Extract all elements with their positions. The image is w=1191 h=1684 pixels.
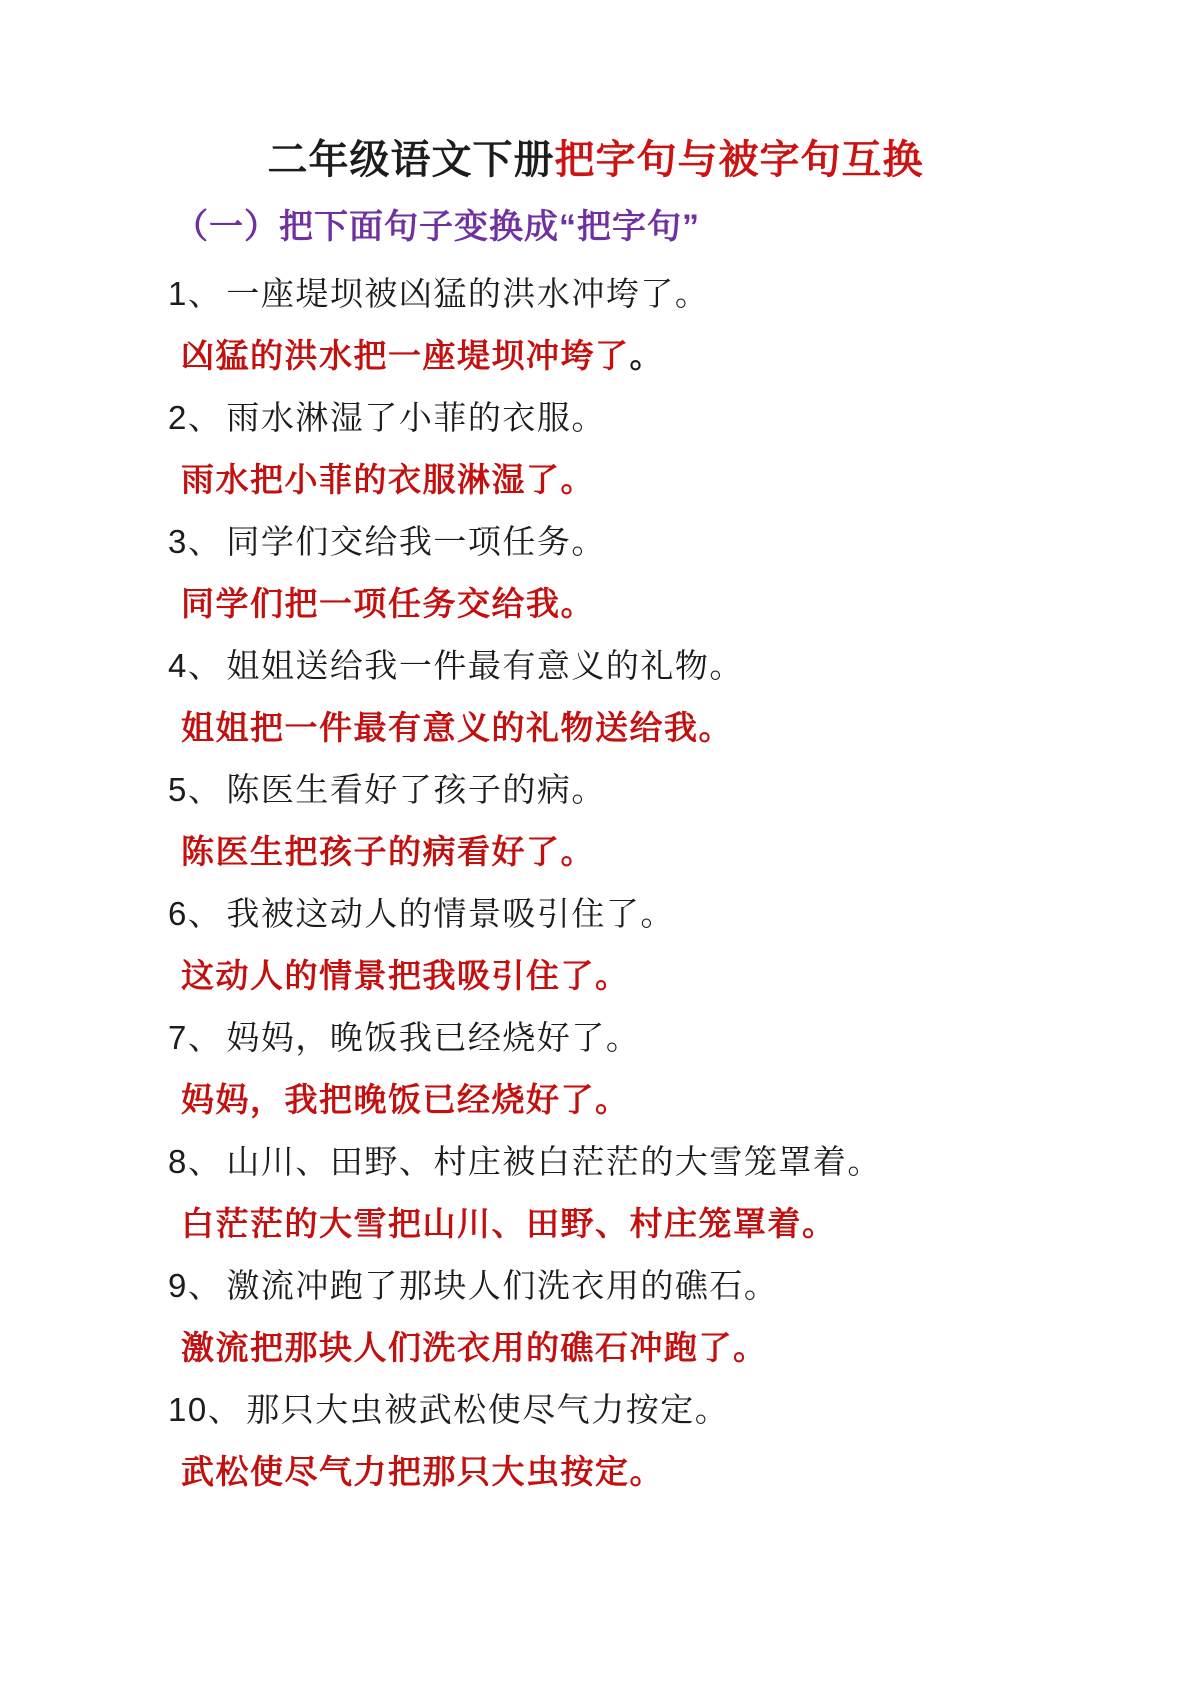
question-line-5 xyxy=(0,757,1191,819)
qa-list xyxy=(0,261,1191,1501)
answer-line-4 xyxy=(0,695,1191,757)
question-number: 6、 xyxy=(168,895,223,932)
question-number: 2、 xyxy=(168,399,223,436)
question-line-2 xyxy=(0,385,1191,447)
answer-text: 凶猛的洪水把一座堤坝冲垮了 xyxy=(181,337,630,374)
page-title xyxy=(0,0,1191,184)
answer-period: 。 xyxy=(698,709,733,746)
answer-period: 。 xyxy=(629,337,664,374)
question-text: 那只大虫被武松使尽气力按定。 xyxy=(246,1391,730,1428)
question-line-10 xyxy=(0,1377,1191,1439)
question-text: 雨水淋湿了小菲的衣服。 xyxy=(226,399,606,436)
question-number: 7、 xyxy=(168,1019,223,1056)
answer-text: 这动人的情景把我吸引住了 xyxy=(181,957,595,994)
answer-line-9 xyxy=(0,1315,1191,1377)
page-title-red-part: 把字句与被字句互换 xyxy=(554,138,924,182)
answer-text: 激流把那块人们洗衣用的礁石冲跑了 xyxy=(181,1329,733,1366)
answer-text: 姐姐把一件最有意义的礼物送给我 xyxy=(181,709,699,746)
question-text: 妈妈，晚饭我已经烧好了。 xyxy=(226,1019,641,1056)
section-heading: （一）把下面句子变换成“把字句” xyxy=(174,208,700,246)
answer-text: 妈妈，我把晚饭已经烧好了 xyxy=(181,1081,595,1118)
answer-text: 武松使尽气力把那只大虫按定 xyxy=(181,1453,630,1490)
question-number: 10、 xyxy=(168,1391,243,1428)
question-text: 激流冲跑了那块人们洗衣用的礁石。 xyxy=(226,1267,779,1304)
answer-period: 。 xyxy=(560,585,595,622)
answer-period: 。 xyxy=(733,1329,768,1366)
answer-line-1 xyxy=(0,323,1191,385)
answer-line-5 xyxy=(0,819,1191,881)
answer-line-8 xyxy=(0,1191,1191,1253)
question-line-8 xyxy=(0,1129,1191,1191)
answer-text: 白茫茫的大雪把山川、田野、村庄笼罩着 xyxy=(181,1205,802,1242)
question-text: 我被这动人的情景吸引住了。 xyxy=(226,895,675,932)
answer-line-6 xyxy=(0,943,1191,1005)
answer-line-3 xyxy=(0,571,1191,633)
question-number: 9、 xyxy=(168,1267,223,1304)
question-line-3 xyxy=(0,509,1191,571)
answer-text: 陈医生把孩子的病看好了 xyxy=(181,833,561,870)
answer-line-10 xyxy=(0,1439,1191,1501)
question-text: 一座堤坝被凶猛的洪水冲垮了。 xyxy=(226,275,710,312)
question-text: 陈医生看好了孩子的病。 xyxy=(226,771,606,808)
answer-text: 同学们把一项任务交给我 xyxy=(181,585,561,622)
answer-period: 。 xyxy=(595,1081,630,1118)
question-number: 8、 xyxy=(168,1143,223,1180)
question-line-4 xyxy=(0,633,1191,695)
question-line-7 xyxy=(0,1005,1191,1067)
question-number: 4、 xyxy=(168,647,223,684)
question-line-6 xyxy=(0,881,1191,943)
question-number: 3、 xyxy=(168,523,223,560)
answer-period: 。 xyxy=(560,833,595,870)
answer-line-7 xyxy=(0,1067,1191,1129)
answer-period: 。 xyxy=(629,1453,664,1490)
question-text: 山川、田野、村庄被白茫茫的大雪笼罩着。 xyxy=(226,1143,882,1180)
question-line-1 xyxy=(0,261,1191,323)
question-number: 1、 xyxy=(168,275,223,312)
answer-text: 雨水把小菲的衣服淋湿了 xyxy=(181,461,561,498)
answer-period: 。 xyxy=(595,957,630,994)
question-text: 同学们交给我一项任务。 xyxy=(226,523,606,560)
question-text: 姐姐送给我一件最有意义的礼物。 xyxy=(226,647,744,684)
answer-period: 。 xyxy=(560,461,595,498)
page-title-black-part: 二年级语文下册 xyxy=(267,138,555,182)
question-line-9 xyxy=(0,1253,1191,1315)
answer-line-2 xyxy=(0,447,1191,509)
question-number: 5、 xyxy=(168,771,223,808)
answer-period: 。 xyxy=(802,1205,837,1242)
